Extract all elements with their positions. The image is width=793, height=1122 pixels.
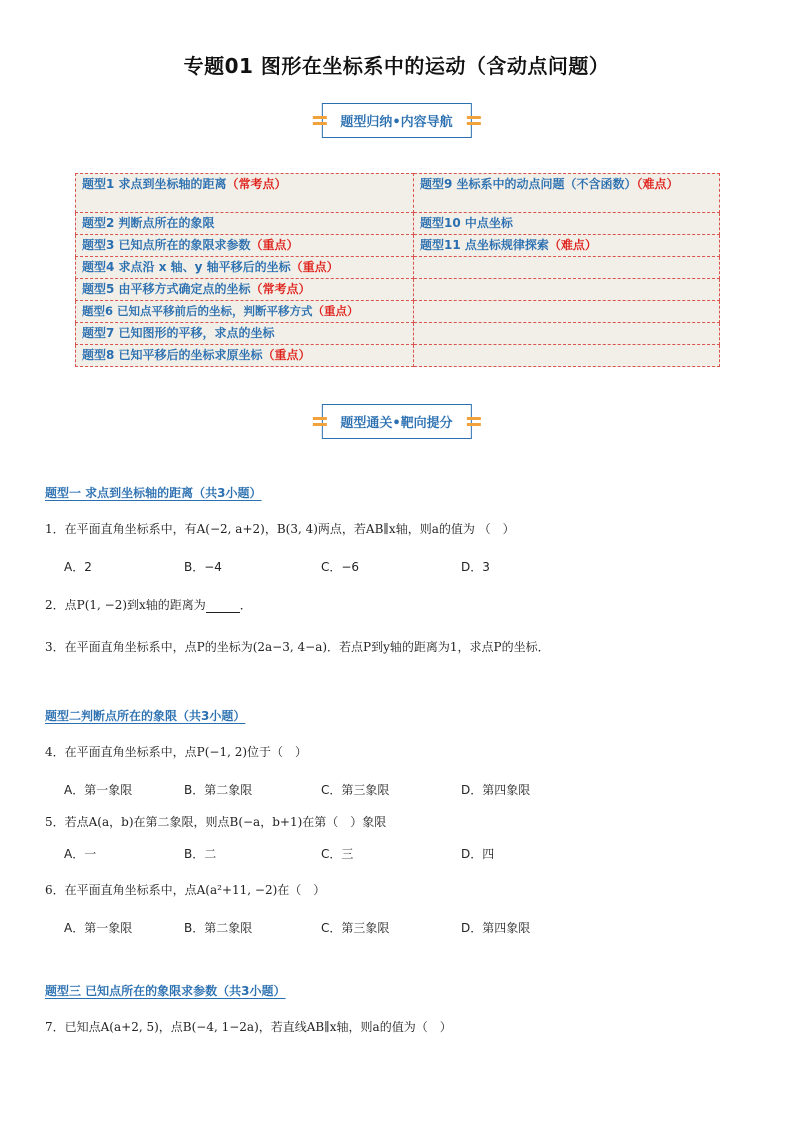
banner-decoration-icon: [312, 116, 326, 125]
question-6: 6．在平面直角坐标系中，点A(a²+11, −2)在（ ）: [45, 883, 326, 897]
option: B．第二象限: [184, 921, 253, 935]
question-2-end: ．: [239, 598, 252, 612]
section-heading-2[interactable]: 题型二判断点所在的象限（共3小题）: [45, 709, 246, 723]
nav-item[interactable]: 题型7 已知图形的平移，求点的坐标: [76, 323, 414, 345]
nav-item[interactable]: 题型11 点坐标规律探索（难点）: [414, 235, 720, 257]
option: D．第四象限: [461, 921, 531, 935]
question-1: 1．在平面直角坐标系中，有A(−2, a+2)，B(3, 4)两点，若AB∥x轴，则a的值为 （ ）: [45, 522, 515, 536]
empty-cell: [414, 323, 720, 345]
section-heading-1[interactable]: 题型一 求点到坐标轴的距离（共3小题）: [45, 486, 262, 500]
topic-navigation-table: [75, 173, 720, 367]
answer-blank[interactable]: [206, 600, 240, 613]
option: D．四: [461, 847, 495, 861]
table-row: [76, 235, 720, 257]
option: B．−4: [184, 560, 222, 574]
option: C．第三象限: [321, 783, 390, 797]
question-2: [45, 596, 252, 613]
banner-decoration-icon: [312, 417, 326, 426]
question-3: 3．在平面直角坐标系中，点P的坐标为(2a−3, 4−a)．若点P到y轴的距离为1，求点P的坐标．: [45, 640, 550, 654]
table-row: [76, 257, 720, 279]
option: B．第二象限: [184, 783, 253, 797]
nav-item[interactable]: 题型10 中点坐标: [414, 213, 720, 235]
option: D．3: [461, 560, 490, 574]
nav-item[interactable]: 题型6 已知点平移前后的坐标，判断平移方式（重点）: [76, 301, 414, 323]
option: A．第一象限: [64, 783, 133, 797]
table-row: [76, 323, 720, 345]
nav-item[interactable]: 题型8 已知平移后的坐标求原坐标（重点）: [76, 345, 414, 367]
option: A．2: [64, 560, 92, 574]
table-row: [76, 301, 720, 323]
empty-cell: [414, 257, 720, 279]
option: D．第四象限: [461, 783, 531, 797]
section-banner-practice: [321, 404, 471, 439]
nav-item[interactable]: 题型9 坐标系中的动点问题（不含函数）（难点）: [414, 174, 720, 213]
page-title: 专题01 图形在坐标系中的运动（含动点问题）: [183, 54, 610, 78]
option: A．第一象限: [64, 921, 133, 935]
option: C．−6: [321, 560, 360, 574]
nav-item[interactable]: 题型1 求点到坐标轴的距离（常考点）: [76, 174, 414, 213]
option: C．三: [321, 847, 354, 861]
empty-cell: [414, 301, 720, 323]
option: B．二: [184, 847, 217, 861]
banner-label: 题型归纳•内容导航: [340, 115, 453, 130]
empty-cell: [414, 279, 720, 301]
banner-label: 题型通关•靶向提分: [340, 416, 453, 431]
question-5: 5．若点A(a，b)在第二象限，则点B(−a，b+1)在第（ ）象限: [45, 815, 387, 829]
question-4: 4．在平面直角坐标系中，点P(−1, 2)位于（ ）: [45, 745, 308, 759]
nav-item[interactable]: 题型5 由平移方式确定点的坐标（常考点）: [76, 279, 414, 301]
nav-item[interactable]: 题型2 判断点所在的象限: [76, 213, 414, 235]
option: A．一: [64, 847, 97, 861]
question-2-text: 2．点P(1, −2)到x轴的距离为: [45, 598, 206, 612]
table-row: [76, 213, 720, 235]
table-row: [76, 345, 720, 367]
nav-item[interactable]: 题型4 求点沿 x 轴、y 轴平移后的坐标（重点）: [76, 257, 414, 279]
empty-cell: [414, 345, 720, 367]
banner-decoration-icon: [467, 417, 481, 426]
table-row: [76, 279, 720, 301]
nav-item[interactable]: 题型3 已知点所在的象限求参数（重点）: [76, 235, 414, 257]
section-banner-navigation: [321, 103, 471, 138]
banner-decoration-icon: [467, 116, 481, 125]
section-heading-3[interactable]: 题型三 已知点所在的象限求参数（共3小题）: [45, 984, 286, 998]
table-row: [76, 174, 720, 213]
question-7: 7．已知点A(a+2, 5)，点B(−4, 1−2a)，若直线AB∥x轴，则a的值为（ ）: [45, 1020, 452, 1034]
option: C．第三象限: [321, 921, 390, 935]
